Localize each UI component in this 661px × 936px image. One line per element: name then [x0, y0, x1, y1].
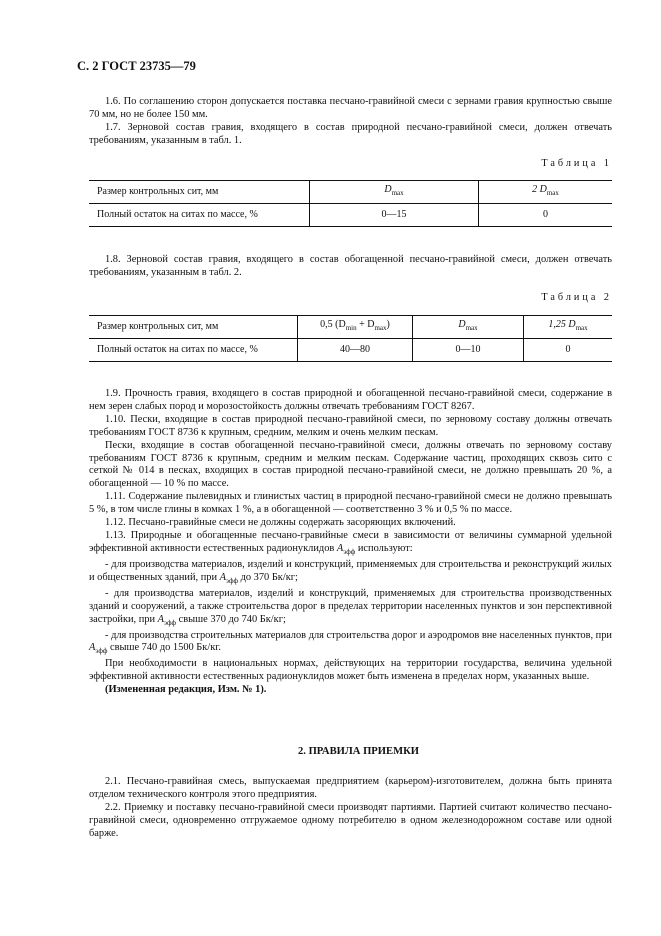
clause-1-13-note: При необходимости в национальных нормах, действующих на территории государства, величина удельной эффективной активности естественных радионуклидов может быть изменена в пределах норм, указанных выше. — [89, 658, 612, 683]
clause-1-13-bullet-3: - для производства строительных материалов для строительства дорог и аэродромов вне населенных пунктов, при $А_{эфф}$ свыше 740 до 1500 Бк/кг. — [89, 629, 612, 656]
clause-1-7: 1.7. Зерновой состав гравия, входящего в состав природной песчано-гравийной смеси, должен отвечать требованиям, указанным в табл. 1. — [89, 121, 612, 146]
table-1-block — [89, 158, 612, 171]
table-2 — [89, 315, 612, 362]
clauses-1-9-1-13 — [89, 388, 612, 697]
clause-1-10: 1.10. Пески, входящие в состав природной песчано-гравийной смеси, по зерновому составу должны отвечать требованиям ГОСТ 8736 к крупным, средним, мелким и очень мелким пескам. — [89, 413, 612, 438]
clause-1-8-block — [89, 254, 612, 280]
clause-2-1: 2.1. Песчано-гравийная смесь, выпускаемая предприятием (карьером)-изготовителем, должна быть принята отделом технического контроля этого предприятия. — [89, 776, 612, 800]
clause-1-9: 1.9. Прочность гравия, входящего в состав природной и обогащенной песчано-гравийной смеси, содержание в нем зерен слабых пород и морозостойкость должны отвечать требованиям ГОСТ 8267. — [89, 388, 612, 412]
table-2-header-125dmax: 1,25 $D_{max}$ — [524, 316, 613, 339]
table-1-cell: 0—15 — [310, 204, 479, 227]
table-1-caption: Таблица 1 — [541, 158, 612, 169]
clauses-1-6-1-7 — [89, 96, 612, 148]
table-2-cell: 0—10 — [413, 339, 524, 362]
table-row — [89, 204, 612, 227]
table-2-header-dmax: $D_{max}$ — [413, 316, 524, 339]
clause-1-13-bullet-1: - для производства материалов, изделий и конструкций, применяемых для строительства и реконструкций жилых и общественных зданий, при $А_{эфф}$ до 370 Бк/кг; — [89, 558, 612, 585]
table-2-block — [89, 292, 612, 305]
table-2-header-label: Размер контрольных сит, мм — [89, 316, 298, 339]
clause-1-10-cont: Пески, входящие в состав обогащенной песчано-гравийной смеси, должны отвечать по зерновому составу требованиям ГОСТ 8736 к крупным, средним и мелким пескам. Содержание частиц, проходящих сквозь сито с сеткой № 014 в песках, входящих в состав природной песчано-гравийной смеси, не должно превышать 20 %, а обогащенной — 10 % по массе. — [89, 439, 612, 490]
clause-1-8: 1.8. Зерновой состав гравия, входящего в состав обогащенной песчано-гравийной смеси, должен отвечать требованиям, указанным в табл. 2. — [89, 254, 612, 278]
table-1-cell: 0 — [479, 204, 613, 227]
section-2-title: 2. ПРАВИЛА ПРИЕМКИ — [297, 746, 420, 757]
clause-1-12: 1.12. Песчано-гравийные смеси не должны содержать засоряющих включений. — [105, 517, 456, 529]
section-2-heading-block — [89, 746, 612, 759]
clause-1-13-bullet-2: - для производства материалов, изделий и конструкций, применяемых для строительства производственных зданий и сооружений, а также строительства дорог в пределах территории населенных пунктов и зон перспективной застройки, при $А_{эфф}$ свыше 370 до 740 Бк/кг; — [89, 587, 612, 627]
clause-1-11: 1.11. Содержание пылевидных и глинистых частиц в природной песчано-гравийной смеси не должно превышать 5 %, в том числе глины в комках 1 %, а в обогащенной — соответственно 3 % и 0,5 % по массе. — [89, 491, 612, 516]
table-2-cell: 40—80 — [298, 339, 413, 362]
clause-1-6: 1.6. По соглашению сторон допускается поставка песчано-гравийной смеси с зернами гравия крупностью свыше 70 мм, но не более 150 мм. — [89, 96, 612, 120]
table-1-header-2dmax: 2 $D_{max}$ — [479, 181, 613, 204]
clauses-2-1-2-2 — [89, 776, 612, 841]
table-1-header-dmax: $D_{max}$ — [310, 181, 479, 204]
table-2-caption: Таблица 2 — [541, 292, 612, 303]
table-row — [89, 316, 612, 339]
table-1-header-label: Размер контрольных сит, мм — [89, 181, 310, 204]
table-row — [89, 339, 612, 362]
table-1 — [89, 180, 612, 227]
table-row — [89, 181, 612, 204]
table-1-row-label: Полный остаток на ситах по массе, % — [89, 204, 310, 227]
page-header: С. 2 ГОСТ 23735—79 — [77, 59, 196, 73]
table-2-header-mid: 0,5 $(D_{min} + D_{max})$ — [298, 316, 413, 339]
amendment-note: (Измененная редакция, Изм. № 1). — [105, 684, 267, 696]
clause-1-13: 1.13. Природные и обогащенные песчано-гравийные смеси в зависимости от величины суммарной удельной эффективной активности естественных радионуклидов $А_{эфф}$ используют: — [89, 529, 612, 556]
table-2-wrapper — [89, 315, 612, 362]
table-2-row-label: Полный остаток на ситах по массе, % — [89, 339, 298, 362]
table-2-cell: 0 — [524, 339, 613, 362]
clause-2-2: 2.2. Приемку и поставку песчано-гравийной смеси производят партиями. Партией считают количество песчано-гравийной смеси, одновременно отгружаемое одному потребителю в одном железнодорожном составе или одной барже. — [89, 801, 612, 839]
table-1-wrapper — [89, 180, 612, 227]
